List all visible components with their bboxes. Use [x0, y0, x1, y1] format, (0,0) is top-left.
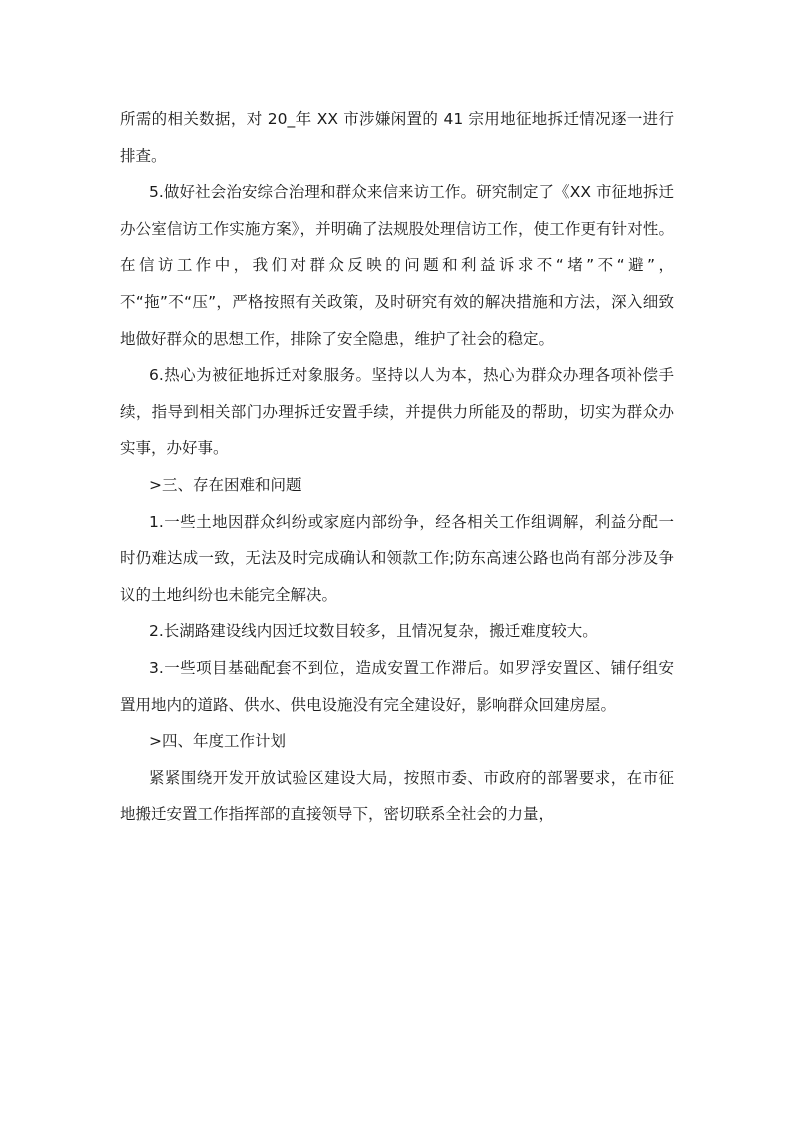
section-heading-annual-plan: >四、年度工作计划	[149, 732, 286, 751]
paragraph-land-disputes: 1.一些土地因群众纠纷或家庭内部纷争，经各相关工作组调解，利益分配一时仍难达成一致，无法及时完成确认和领款工作;防东高速公路也尚有部分涉及争议的土地纠纷也未能完全解决。	[120, 512, 674, 604]
section-heading-difficulties: >三、存在困难和问题	[149, 475, 302, 494]
document-body	[120, 101, 674, 833]
paragraph-plan-intro: 紧紧围绕开发开放试验区建设大局，按照市委、市政府的部署要求，在市征地搬迁安置工作指挥部的直接领导下，密切联系全社会的力量，	[120, 768, 674, 824]
paragraph-data-review: 所需的相关数据，对 20_年 XX 市涉嫌闲置的 41 宗用地征地拆迁情况逐一进行排查。	[120, 110, 674, 165]
paragraph-service: 6.热心为被征地拆迁对象服务。坚持以人为本，热心为群众办理各项补偿手续，指导到相关部门办理拆迁安置手续，并提供力所能及的帮助，切实为群众办实事，办好事。	[120, 366, 674, 458]
paragraph-grave-relocation: 2.长湖路建设线内因迁坟数目较多，且情况复杂，搬迁难度较大。	[149, 622, 598, 641]
paragraph-infrastructure: 3.一些项目基础配套不到位，造成安置工作滞后。如罗浮安置区、铺仔组安置用地内的道路、供水、供电设施没有完全建设好，影响群众回建房屋。	[120, 658, 674, 714]
paragraph-petition-work: 5.做好社会治安综合治理和群众来信来访工作。研究制定了《XX 市征地拆迁办公室信访工作实施方案》，并明确了法规股处理信访工作，使工作更有针对性。在信访工作中，我们对群众反映的问题和利益诉求不“堵”不“避”，不“拖”不“压”，严格按照有关政策，及时研究有效的解决措施和方法，深入细致地做好群众的思想工作，排除了安全隐患，维护了社会的稳定。	[120, 183, 674, 348]
